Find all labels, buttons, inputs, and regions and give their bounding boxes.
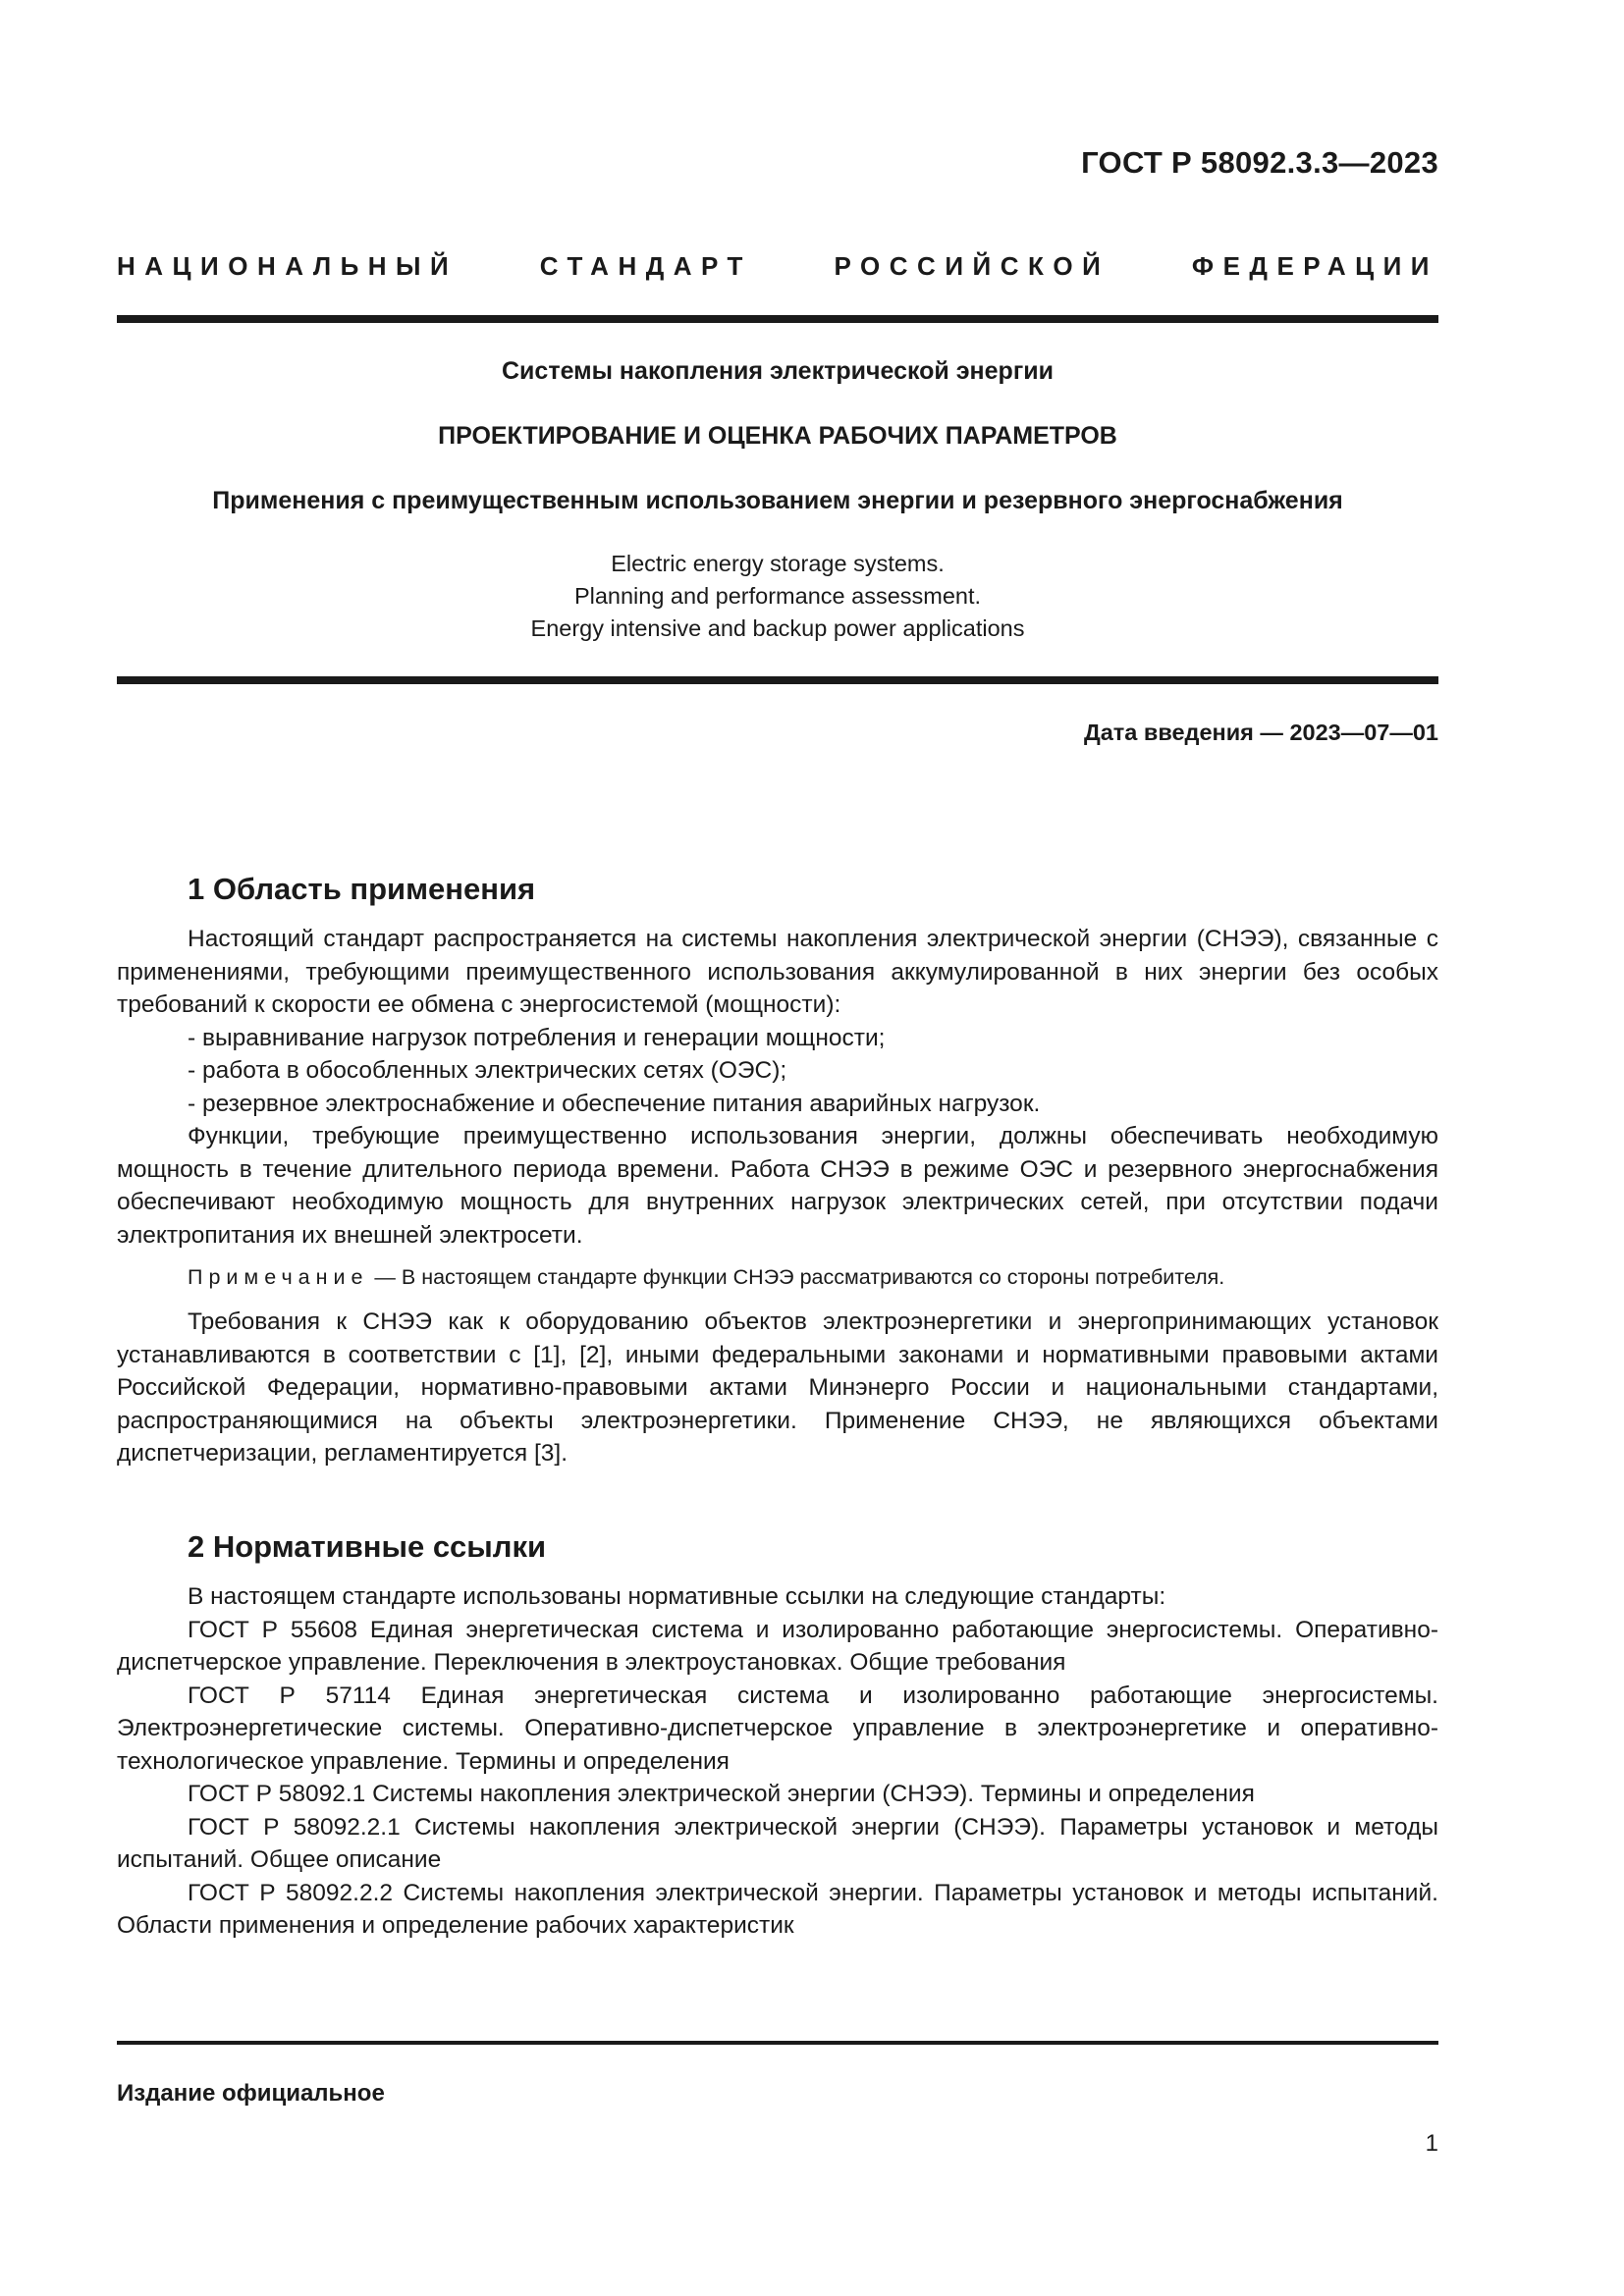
section-1-paragraph-1: Настоящий стандарт распространяется на системы накопления электрической энергии (СНЭЭ), связанные с применениями, требующими преимущественного использования аккумулированной в них энергии без особых требований к скорости ее обмена с энергосистемой (мощности):	[117, 926, 1438, 1018]
section-1-body	[117, 923, 1438, 1470]
title-ru-line-2: ПРОЕКТИРОВАНИЕ И ОЦЕНКА РАБОЧИХ ПАРАМЕТРОВ	[438, 422, 1117, 450]
title-en-line-3: Energy intensive and backup power applications	[530, 615, 1025, 641]
title-ru-line-1: Системы накопления электрической энергии	[502, 357, 1054, 385]
reference-item: ГОСТ Р 58092.2.1 Системы накопления электрической энергии (СНЭЭ). Параметры установок и методы испытаний. Общее описание	[117, 1813, 1438, 1873]
top-rule	[117, 315, 1438, 323]
national-standard-heading: НАЦИОНАЛЬНЫЙ СТАНДАРТ РОССИЙСКОЙ ФЕДЕРАЦИИ	[117, 251, 1438, 281]
section-2-body	[117, 1580, 1438, 1943]
reference-item: ГОСТ Р 58092.1 Системы накопления электрической энергии (СНЭЭ). Термины и определения	[188, 1781, 1255, 1807]
section-1-paragraph-2: Функции, требующие преимущественно использования энергии, должны обеспечивать необходимую мощность в течение длительного периода времени. Работа СНЭЭ в режиме ОЭС и резервного энергоснабжения обеспечивают необходимую мощность для внутренних нагрузок электрических сетей, при отсутствии подачи электропитания их внешней электросети.	[117, 1123, 1438, 1249]
title-en-line-2: Planning and performance assessment.	[573, 583, 982, 609]
title-ru-line-3: Применения с преимущественным использованием энергии и резервного энергоснабжения	[212, 487, 1343, 514]
note	[117, 1261, 1438, 1294]
standard-code: ГОСТ Р 58092.3.3—2023	[1081, 145, 1438, 180]
title-bottom-rule	[117, 676, 1438, 684]
list-item: - работа в обособленных электрических сетях (ОЭС);	[188, 1057, 787, 1084]
reference-item: ГОСТ Р 58092.2.2 Системы накопления электрической энергии. Параметры установок и методы испытаний. Области применения и определение рабочих характеристик	[117, 1879, 1438, 1939]
title-en	[117, 548, 1438, 645]
introduction-date: Дата введения — 2023—07—01	[1083, 720, 1438, 745]
section-1-title: 1 Область применения	[188, 872, 536, 906]
note-text: — В настоящем стандарте функции СНЭЭ рассматриваются со стороны потребителя.	[368, 1265, 1225, 1289]
official-edition-label: Издание официальное	[117, 2080, 385, 2107]
note-label: Примечание	[188, 1265, 369, 1289]
section-1-paragraph-3: Требования к СНЭЭ как к оборудованию объектов электроэнергетики и энергопринимающих установок устанавливаются в соответствии с [1], [2], иными федеральными законами и нормативными правовыми актами Российской Федерации, нормативно-правовыми актами Минэнерго России и национальными стандартами, распространяющимися на объекты электроэнергетики. Применение СНЭЭ, не являющихся объектами диспетчеризации, регламентируется [3].	[117, 1308, 1438, 1467]
section-2-title: 2 Нормативные ссылки	[188, 1529, 547, 1564]
footer-rule	[117, 2041, 1438, 2045]
reference-item: ГОСТ Р 55608 Единая энергетическая система и изолированно работающие энергосистемы. Оперативно-диспетчерское управление. Переключения в электроустановках. Общие требования	[117, 1616, 1438, 1676]
page-number: 1	[1425, 2130, 1438, 2157]
list-item: - резервное электроснабжение и обеспечение питания аварийных нагрузок.	[188, 1090, 1041, 1117]
list-item: - выравнивание нагрузок потребления и генерации мощности;	[188, 1024, 886, 1051]
section-2-intro: В настоящем стандарте использованы нормативные ссылки на следующие стандарты:	[188, 1583, 1166, 1610]
title-en-line-1: Electric energy storage systems.	[611, 551, 945, 576]
reference-item: ГОСТ Р 57114 Единая энергетическая система и изолированно работающие энергосистемы. Электроэнергетические системы. Оперативно-диспетчерское управление в электроэнергетике и оперативно-технологическое управление. Термины и определения	[117, 1682, 1438, 1775]
